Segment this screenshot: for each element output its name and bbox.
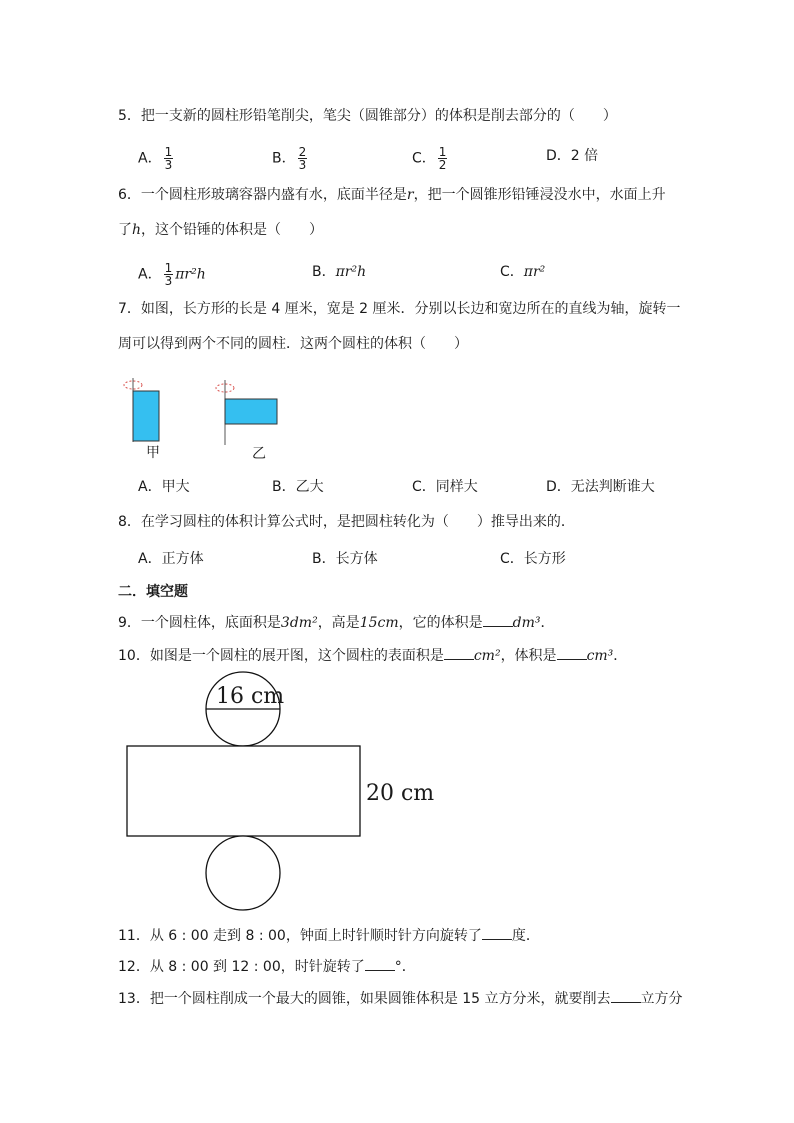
figure-jia (124, 378, 159, 442)
q6-line2: 了h，这个铅锤的体积是（ ） (118, 222, 324, 238)
diameter-label: 16 cm (216, 684, 285, 709)
rectangle-jia (133, 391, 159, 441)
q5-option-b: B． $\frac{2}{3}$ (272, 145, 307, 172)
q7-line1: 7．如图，长方形的长是 4 厘米，宽是 2 厘米．分别以长边和宽边所在的直线为轴，旋转一 (118, 301, 681, 317)
figure-yi (216, 380, 277, 445)
q13-text: 13．把一个圆柱削成一个最大的圆锥，如果圆锥体积是 15 立方分米，就要削去 立方分 (118, 988, 683, 1009)
q5-text: 5．把一支新的圆柱形铅笔削尖，笔尖（圆锥部分）的体积是削去部分的（ ） (118, 108, 617, 124)
q10-text: 10．如图是一个圆柱的展开图，这个圆柱的表面积是 cm²，体积是 cm³． (118, 645, 627, 666)
bottom-circle (206, 836, 280, 910)
q7-line2: 周可以得到两个不同的圆柱．这两个圆柱的体积（ ） (118, 336, 468, 352)
answer-blank[interactable] (482, 925, 512, 940)
answer-blank[interactable] (444, 645, 474, 660)
q11-text: 11．从 6 : 00 走到 8 : 00，钟面上时针顺时针方向旋转了 度． (118, 925, 540, 946)
lateral-rectangle (127, 746, 360, 836)
q9-text: 9．一个圆柱体，底面积是3dm²，高是15cm，它的体积是 dm³． (118, 612, 554, 633)
fig-label-jia: 甲 (146, 445, 160, 461)
q7-figure (110, 370, 310, 465)
q8-option-b: B．长方体 (312, 551, 378, 567)
q6-option-c: C．πr² (500, 264, 546, 280)
q5-option-d: D．2 倍 (546, 148, 599, 164)
q8-option-a: A．正方体 (138, 551, 204, 567)
answer-blank[interactable] (365, 956, 395, 971)
q7-option-b: B．乙大 (272, 479, 324, 495)
height-label: 20 cm (366, 781, 435, 806)
q6-line1: 6．一个圆柱形玻璃容器内盛有水，底面半径是r，把一个圆锥形铅锤浸没水中，水面上升 (118, 187, 666, 203)
fig-label-yi: 乙 (252, 446, 266, 462)
answer-blank[interactable] (611, 988, 641, 1003)
rectangle-yi (225, 399, 277, 424)
answer-blank[interactable] (483, 612, 513, 627)
q5-option-a: A． $\frac{1}{3}$ (138, 145, 173, 172)
q7-option-c: C．同样大 (412, 479, 478, 495)
q12-text: 12．从 8 : 00 到 12 : 00，时针旋转了 °． (118, 956, 416, 977)
q6-option-b: B．πr²h (312, 264, 367, 280)
q5-option-c: C． $\frac{1}{2}$ (412, 145, 447, 172)
section-title: 二．填空题 (118, 584, 188, 600)
q8-option-c: C．长方形 (500, 551, 566, 567)
answer-blank[interactable] (557, 645, 587, 660)
q7-option-a: A．甲大 (138, 479, 190, 495)
q7-option-d: D．无法判断谁大 (546, 479, 655, 495)
q6-option-a: A． $\frac{1}{3}$ πr²h (138, 261, 206, 288)
q8-text: 8．在学习圆柱的体积计算公式时，是把圆柱转化为（ ）推导出来的． (118, 514, 575, 530)
